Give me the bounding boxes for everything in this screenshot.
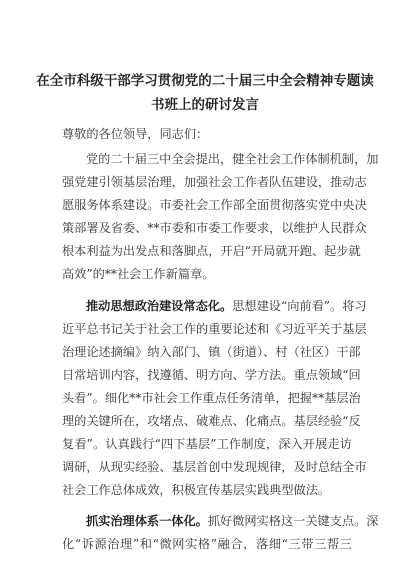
paragraph-2-first-line <box>86 295 367 318</box>
paragraph-1-line: 强党建引领基层治理，加强社会工作者队伍建设，推动志 <box>62 175 367 189</box>
paragraph-1-line: 愿服务体系建设。市委社会工作部全面贯彻落实党中央决 <box>62 198 367 212</box>
paragraph-1-line: 党的二十届三中全会提出，健全社会工作体制机制，加 <box>86 152 379 166</box>
paragraph-2-line: 社会工作总体成效，积极宣传基层实践典型做法。 <box>62 483 331 497</box>
paragraph-2-line: 近平总书记关于社会工作的重要论述和《习近平关于基层 <box>62 322 367 336</box>
paragraph-2-line: 头看”。细化**市社会工作重点任务清单，把握**基层治 <box>62 391 361 405</box>
paragraph-2-first-text: 思想建设“向前看”。将习 <box>232 299 367 313</box>
paragraph-3-first-text: 抓好微网实格这一关键支点。深 <box>207 514 379 528</box>
salutation: 尊敬的各位领导，同志们： <box>62 127 209 141</box>
paragraph-1-line: 根本利益为出发点和落脚点，开启“开局就开跑、起步就 <box>62 244 361 258</box>
paragraph-2-line: 调研，从现实经验、基层首创中发现规律，及时总结全市 <box>62 460 367 474</box>
paragraph-2-line: 日常培训内容，找遵循、明方向、学方法。重点领域“回 <box>62 368 361 382</box>
paragraph-2-heading: 推动思想政治建设常态化。 <box>86 299 233 313</box>
paragraph-3-first-line <box>86 510 379 533</box>
paragraph-1-line: 高效”的**社会工作新篇章。 <box>62 267 215 281</box>
document-title-line-2: 书班上的研讨发言 <box>151 97 259 113</box>
document-title-line-1: 在全市科级干部学习贯彻党的二十届三中全会精神专题读 <box>36 73 374 89</box>
paragraph-3-heading: 抓实治理体系一体化。 <box>86 514 208 528</box>
paragraph-1-line: 策部署及省委、**市委和市委工作要求，以维护人民群众 <box>62 221 367 235</box>
paragraph-2-line: 治理论述摘编》纳入部门、镇（街道）、村（社区）干部 <box>62 345 361 359</box>
paragraph-3-line: 化“诉源治理”和“微网实格”融合，落细“三带三帮三 <box>62 537 352 551</box>
paragraph-2-line: 复看”。认真践行“四下基层”工作制度，深入开展走访 <box>62 437 352 451</box>
paragraph-2-line: 理的关键所在，攻堵点、破难点、化痛点。基层经验“反 <box>62 414 361 428</box>
